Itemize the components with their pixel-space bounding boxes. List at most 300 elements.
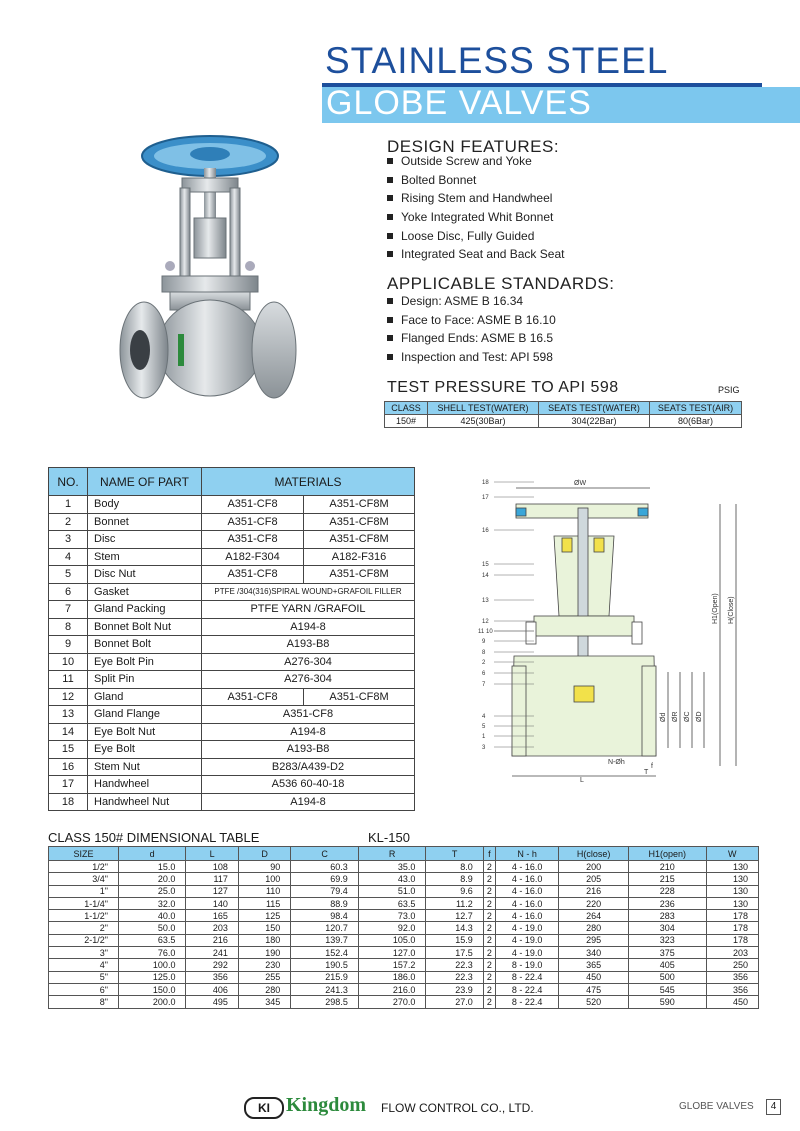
standards-heading: APPLICABLE STANDARDS: xyxy=(387,274,615,293)
table-cell: 110 xyxy=(238,885,290,897)
table-cell: 190.5 xyxy=(291,959,359,971)
callout-label: 12 xyxy=(482,619,489,625)
table-cell: Gland Packing xyxy=(88,601,202,619)
table-cell: 4 - 16.0 xyxy=(495,897,559,909)
table-cell: 365 xyxy=(559,959,629,971)
table-cell: Gland Flange xyxy=(88,706,202,724)
table-cell: 120.7 xyxy=(291,922,359,934)
table-cell: 79.4 xyxy=(291,885,359,897)
table-cell: 292 xyxy=(186,959,238,971)
table-cell: 1" xyxy=(49,885,119,897)
table-cell: 139.7 xyxy=(291,934,359,946)
table-cell: Gasket xyxy=(88,583,202,601)
table-cell: A351-CF8M xyxy=(304,566,415,584)
table-cell: 98.4 xyxy=(291,910,359,922)
table-cell: 69.9 xyxy=(291,873,359,885)
table-cell: 205 xyxy=(559,873,629,885)
table-cell: 545 xyxy=(628,983,706,995)
table-cell: 15 xyxy=(49,741,88,759)
table-cell: 270.0 xyxy=(358,996,426,1008)
valve-photo xyxy=(110,128,300,418)
title-line-2: GLOBE VALVES xyxy=(326,84,592,122)
dim-h1-label: H1(Open) xyxy=(712,593,719,624)
table-cell: 264 xyxy=(559,910,629,922)
table-cell: 215 xyxy=(628,873,706,885)
table-cell: A193-B8 xyxy=(202,741,415,759)
table-header: CLASS xyxy=(385,402,428,415)
table-cell: 157.2 xyxy=(358,959,426,971)
company-name: FLOW CONTROL CO., LTD. xyxy=(381,1101,534,1115)
table-cell: 2 xyxy=(483,959,495,971)
table-cell: 100 xyxy=(238,873,290,885)
table-cell: A351-CF8 xyxy=(202,513,304,531)
table-cell: 14 xyxy=(49,723,88,741)
callout-label: 6 xyxy=(482,671,486,677)
table-row xyxy=(49,583,415,601)
bullet-icon xyxy=(387,158,393,164)
table-row xyxy=(385,415,742,428)
table-cell: 178 xyxy=(706,922,758,934)
table-cell: 92.0 xyxy=(358,922,426,934)
table-cell: 5 xyxy=(49,566,88,584)
table-header: d xyxy=(118,847,186,861)
table-cell: 1/2" xyxy=(49,861,119,873)
bullet-icon xyxy=(387,335,393,341)
callout-label: 8 xyxy=(482,650,486,656)
table-cell: 590 xyxy=(628,996,706,1008)
table-cell: 130 xyxy=(706,873,758,885)
bullet-icon xyxy=(387,195,393,201)
table-cell: 8 - 19.0 xyxy=(495,959,559,971)
table-row xyxy=(49,983,759,995)
table-cell: Stem Nut xyxy=(88,758,202,776)
table-cell: A351-CF8 xyxy=(202,688,304,706)
dimensional-table xyxy=(48,846,759,1009)
table-cell: Bonnet Bolt xyxy=(88,636,202,654)
dim-d-label: Ød xyxy=(660,712,667,722)
table-cell: A194-8 xyxy=(202,723,415,741)
table-cell: 17 xyxy=(49,776,88,794)
bullet-icon xyxy=(387,177,393,183)
table-cell: 2 xyxy=(483,922,495,934)
table-cell: 216.0 xyxy=(358,983,426,995)
callout-label: 14 xyxy=(482,573,489,579)
table-header: L xyxy=(186,847,238,861)
dim-c-label: ØC xyxy=(684,711,691,722)
table-cell: 340 xyxy=(559,947,629,959)
table-cell: 241 xyxy=(186,947,238,959)
table-cell: A351-CF8M xyxy=(304,688,415,706)
table-cell: 150# xyxy=(385,415,428,428)
dimensional-model: KL-150 xyxy=(368,830,410,845)
table-cell: 8 xyxy=(49,618,88,636)
table-cell: 295 xyxy=(559,934,629,946)
table-row xyxy=(49,723,415,741)
dim-dd-label: ØD xyxy=(696,711,703,722)
table-row xyxy=(49,959,759,971)
table-cell: 1-1/4" xyxy=(49,897,119,909)
table-cell: 215.9 xyxy=(291,971,359,983)
table-cell: 2 xyxy=(483,873,495,885)
table-cell: 2 xyxy=(483,947,495,959)
table-cell: 117 xyxy=(186,873,238,885)
table-cell: 241.3 xyxy=(291,983,359,995)
table-cell: 3" xyxy=(49,947,119,959)
table-cell: 4 xyxy=(49,548,88,566)
table-cell: 210 xyxy=(628,861,706,873)
test-pressure-unit: PSIG xyxy=(718,385,740,395)
dim-l-label: L xyxy=(580,777,584,784)
callout-label: 1 xyxy=(482,734,486,740)
table-cell: 2 xyxy=(483,983,495,995)
table-cell: 2 xyxy=(483,897,495,909)
table-cell: Eye Bolt Nut xyxy=(88,723,202,741)
table-row xyxy=(49,793,415,811)
table-header: f xyxy=(483,847,495,861)
table-cell: A351-CF8 xyxy=(202,706,415,724)
table-cell: 130 xyxy=(706,897,758,909)
table-cell: 20.0 xyxy=(118,873,186,885)
callout-label: 2 xyxy=(482,660,486,666)
table-cell: A194-8 xyxy=(202,618,415,636)
table-cell: 4 - 16.0 xyxy=(495,861,559,873)
table-cell: 127 xyxy=(186,885,238,897)
table-row xyxy=(49,947,759,959)
table-cell: 7 xyxy=(49,601,88,619)
list-item: Loose Disc, Fully Guided xyxy=(387,227,564,246)
callout-label: 16 xyxy=(482,528,489,534)
table-cell: 50.0 xyxy=(118,922,186,934)
table-cell: 17.5 xyxy=(426,947,483,959)
table-row xyxy=(49,971,759,983)
table-cell: 100.0 xyxy=(118,959,186,971)
list-item: Rising Stem and Handwheel xyxy=(387,189,564,208)
table-cell: Split Pin xyxy=(88,671,202,689)
dim-nh-label: N-Øh xyxy=(608,759,625,766)
table-cell: A182-F304 xyxy=(202,548,304,566)
table-cell: 14.3 xyxy=(426,922,483,934)
table-cell: 2 xyxy=(483,996,495,1008)
callout-label: 7 xyxy=(482,682,486,688)
table-cell: 60.3 xyxy=(291,861,359,873)
table-cell: 9 xyxy=(49,636,88,654)
callout-label: 18 xyxy=(482,480,489,486)
table-cell: 15.0 xyxy=(118,861,186,873)
table-cell: 11.2 xyxy=(426,897,483,909)
table-cell: 450 xyxy=(559,971,629,983)
table-cell: 236 xyxy=(628,897,706,909)
table-row xyxy=(49,688,415,706)
table-cell: 2" xyxy=(49,922,119,934)
table-cell: 4 - 16.0 xyxy=(495,873,559,885)
table-row xyxy=(49,922,759,934)
table-cell: 18 xyxy=(49,793,88,811)
table-cell: 3 xyxy=(49,531,88,549)
list-item: Integrated Seat and Back Seat xyxy=(387,245,564,264)
dim-h-label: H(Close) xyxy=(728,596,735,624)
table-cell: Disc xyxy=(88,531,202,549)
table-cell: 356 xyxy=(706,983,758,995)
table-cell: 25.0 xyxy=(118,885,186,897)
table-cell: 4 - 19.0 xyxy=(495,922,559,934)
table-cell: 4" xyxy=(49,959,119,971)
table-cell: Bonnet Bolt Nut xyxy=(88,618,202,636)
table-cell: 2 xyxy=(483,885,495,897)
table-cell: 230 xyxy=(238,959,290,971)
table-cell: 8 - 22.4 xyxy=(495,971,559,983)
table-cell: 51.0 xyxy=(358,885,426,897)
table-cell: 130 xyxy=(706,885,758,897)
table-cell: 27.0 xyxy=(426,996,483,1008)
table-row xyxy=(49,671,415,689)
table-cell: 475 xyxy=(559,983,629,995)
table-cell: 425(30Bar) xyxy=(428,415,539,428)
callout-label: 17 xyxy=(482,495,489,501)
bullet-icon xyxy=(387,233,393,239)
table-cell: A182-F316 xyxy=(304,548,415,566)
callout-label: 3 xyxy=(482,745,486,751)
table-cell: 12 xyxy=(49,688,88,706)
table-cell: A351-CF8 xyxy=(202,566,304,584)
table-cell: 32.0 xyxy=(118,897,186,909)
table-cell: 375 xyxy=(628,947,706,959)
table-cell: 2 xyxy=(483,910,495,922)
dim-t-label: T xyxy=(644,769,649,776)
table-cell: Bonnet xyxy=(88,513,202,531)
table-cell: 8" xyxy=(49,996,119,1008)
table-cell: 13 xyxy=(49,706,88,724)
table-cell: 2-1/2" xyxy=(49,934,119,946)
table-cell: 9.6 xyxy=(426,885,483,897)
table-cell: 5" xyxy=(49,971,119,983)
table-cell: 216 xyxy=(559,885,629,897)
table-cell: 283 xyxy=(628,910,706,922)
table-cell: 255 xyxy=(238,971,290,983)
list-item: Bolted Bonnet xyxy=(387,171,564,190)
table-cell: A351-CF8M xyxy=(304,531,415,549)
table-cell: 105.0 xyxy=(358,934,426,946)
table-cell: 165 xyxy=(186,910,238,922)
list-item: Design: ASME B 16.34 xyxy=(387,292,556,311)
table-cell: 495 xyxy=(186,996,238,1008)
table-cell: 35.0 xyxy=(358,861,426,873)
table-cell: A194-8 xyxy=(202,793,415,811)
table-cell: 228 xyxy=(628,885,706,897)
table-cell: A351-CF8M xyxy=(304,496,415,514)
table-cell: A351-CF8M xyxy=(304,513,415,531)
table-cell: 356 xyxy=(706,971,758,983)
table-cell: 178 xyxy=(706,910,758,922)
standards-list xyxy=(387,292,556,367)
table-cell: 216 xyxy=(186,934,238,946)
table-row xyxy=(49,873,759,885)
table-row xyxy=(49,897,759,909)
table-cell: 63.5 xyxy=(118,934,186,946)
table-header: D xyxy=(238,847,290,861)
dim-r-label: ØR xyxy=(672,711,679,722)
table-header: SEATS TEST(AIR) xyxy=(650,402,742,415)
table-cell: 11 xyxy=(49,671,88,689)
table-cell: 6" xyxy=(49,983,119,995)
table-row xyxy=(49,758,415,776)
table-cell: 4 - 19.0 xyxy=(495,934,559,946)
table-cell: 12.7 xyxy=(426,910,483,922)
list-item: Flanged Ends: ASME B 16.5 xyxy=(387,329,556,348)
list-item: Inspection and Test: API 598 xyxy=(387,348,556,367)
table-cell: 115 xyxy=(238,897,290,909)
table-cell: Handwheel xyxy=(88,776,202,794)
table-cell: 1-1/2" xyxy=(49,910,119,922)
table-cell: 63.5 xyxy=(358,897,426,909)
table-cell: 22.3 xyxy=(426,971,483,983)
design-features-list xyxy=(387,152,564,264)
table-cell: 250 xyxy=(706,959,758,971)
table-cell: 1 xyxy=(49,496,88,514)
table-cell: 88.9 xyxy=(291,897,359,909)
footer-section: GLOBE VALVES xyxy=(679,1101,754,1112)
table-row xyxy=(49,741,415,759)
table-row xyxy=(49,910,759,922)
materials-table xyxy=(48,467,415,811)
table-cell: Eye Bolt Pin xyxy=(88,653,202,671)
table-cell: 200 xyxy=(559,861,629,873)
table-row xyxy=(49,601,415,619)
table-row xyxy=(49,885,759,897)
table-cell: 76.0 xyxy=(118,947,186,959)
table-cell: 178 xyxy=(706,934,758,946)
table-cell: A536 60-40-18 xyxy=(202,776,415,794)
bullet-icon xyxy=(387,251,393,257)
test-pressure-heading: TEST PRESSURE TO API 598 xyxy=(387,379,619,396)
table-cell: 4 - 16.0 xyxy=(495,910,559,922)
table-cell: 405 xyxy=(628,959,706,971)
table-header: W xyxy=(706,847,758,861)
page-number: 4 xyxy=(766,1099,781,1115)
table-cell: 186.0 xyxy=(358,971,426,983)
table-cell: 22.3 xyxy=(426,959,483,971)
callout-label: 9 xyxy=(482,639,486,645)
table-cell: 152.4 xyxy=(291,947,359,959)
table-cell: 200.0 xyxy=(118,996,186,1008)
logo-mark: KI xyxy=(244,1097,284,1119)
table-cell: 298.5 xyxy=(291,996,359,1008)
table-cell: 304 xyxy=(628,922,706,934)
table-cell: Stem xyxy=(88,548,202,566)
table-row xyxy=(49,496,415,514)
table-cell: 8.9 xyxy=(426,873,483,885)
table-header: SEATS TEST(WATER) xyxy=(539,402,650,415)
table-row xyxy=(49,566,415,584)
callout-label: 10 xyxy=(486,629,493,635)
table-cell: 150.0 xyxy=(118,983,186,995)
table-cell: 40.0 xyxy=(118,910,186,922)
title-line-1: STAINLESS STEEL xyxy=(325,40,669,81)
table-header: N - h xyxy=(495,847,559,861)
table-cell: 4 - 16.0 xyxy=(495,885,559,897)
table-cell: 406 xyxy=(186,983,238,995)
table-header: MATERIALS xyxy=(202,468,415,496)
bullet-icon xyxy=(387,354,393,360)
bullet-icon xyxy=(387,298,393,304)
table-cell: Eye Bolt xyxy=(88,741,202,759)
table-cell: 15.9 xyxy=(426,934,483,946)
callout-label: 5 xyxy=(482,724,486,730)
callout-label: 13 xyxy=(482,598,489,604)
table-cell: 304(22Bar) xyxy=(539,415,650,428)
table-row xyxy=(49,513,415,531)
table-cell: 8.0 xyxy=(426,861,483,873)
table-cell: 8 - 22.4 xyxy=(495,983,559,995)
table-cell: 203 xyxy=(186,922,238,934)
table-cell: 323 xyxy=(628,934,706,946)
table-row xyxy=(49,636,415,654)
table-cell: A193-B8 xyxy=(202,636,415,654)
table-header: H1(open) xyxy=(628,847,706,861)
table-cell: 8 - 22.4 xyxy=(495,996,559,1008)
dim-f-label: f xyxy=(651,763,653,770)
table-cell: 520 xyxy=(559,996,629,1008)
table-header: H(close) xyxy=(559,847,629,861)
dimensional-heading: CLASS 150# DIMENSIONAL TABLE xyxy=(48,830,260,845)
table-row xyxy=(49,776,415,794)
table-cell: A276-304 xyxy=(202,671,415,689)
table-cell: 4 - 19.0 xyxy=(495,947,559,959)
table-header: C xyxy=(291,847,359,861)
table-cell: B283/A439-D2 xyxy=(202,758,415,776)
table-cell: 127.0 xyxy=(358,947,426,959)
callout-label: 4 xyxy=(482,714,486,720)
table-cell: 280 xyxy=(238,983,290,995)
table-cell: PTFE YARN /GRAFOIL xyxy=(202,601,415,619)
table-cell: 450 xyxy=(706,996,758,1008)
table-cell: 125 xyxy=(238,910,290,922)
table-row xyxy=(49,996,759,1008)
table-row xyxy=(49,548,415,566)
table-cell: 500 xyxy=(628,971,706,983)
table-cell: A351-CF8 xyxy=(202,531,304,549)
table-cell: 2 xyxy=(483,934,495,946)
table-cell: 2 xyxy=(483,861,495,873)
brand-name: Kingdom xyxy=(286,1094,367,1116)
table-header: NO. xyxy=(49,468,88,496)
table-cell: 220 xyxy=(559,897,629,909)
table-cell: 6 xyxy=(49,583,88,601)
table-cell: 130 xyxy=(706,861,758,873)
table-cell: 203 xyxy=(706,947,758,959)
table-row xyxy=(49,861,759,873)
design-features-heading: DESIGN FEATURES: xyxy=(387,137,560,156)
table-cell: Body xyxy=(88,496,202,514)
table-cell: 90 xyxy=(238,861,290,873)
table-cell: 2 xyxy=(49,513,88,531)
table-cell: 180 xyxy=(238,934,290,946)
table-cell: 80(6Bar) xyxy=(650,415,742,428)
table-header: SIZE xyxy=(49,847,119,861)
table-cell: PTFE /304(316)SPIRAL WOUND+GRAFOIL FILLER xyxy=(202,583,415,601)
table-cell: 108 xyxy=(186,861,238,873)
table-header: R xyxy=(358,847,426,861)
table-cell: 356 xyxy=(186,971,238,983)
callout-label: 15 xyxy=(482,562,489,568)
table-cell: Disc Nut xyxy=(88,566,202,584)
table-cell: 280 xyxy=(559,922,629,934)
technical-drawing xyxy=(474,476,764,786)
table-cell: 190 xyxy=(238,947,290,959)
table-cell: Gland xyxy=(88,688,202,706)
bullet-icon xyxy=(387,214,393,220)
table-row xyxy=(49,934,759,946)
table-cell: 23.9 xyxy=(426,983,483,995)
